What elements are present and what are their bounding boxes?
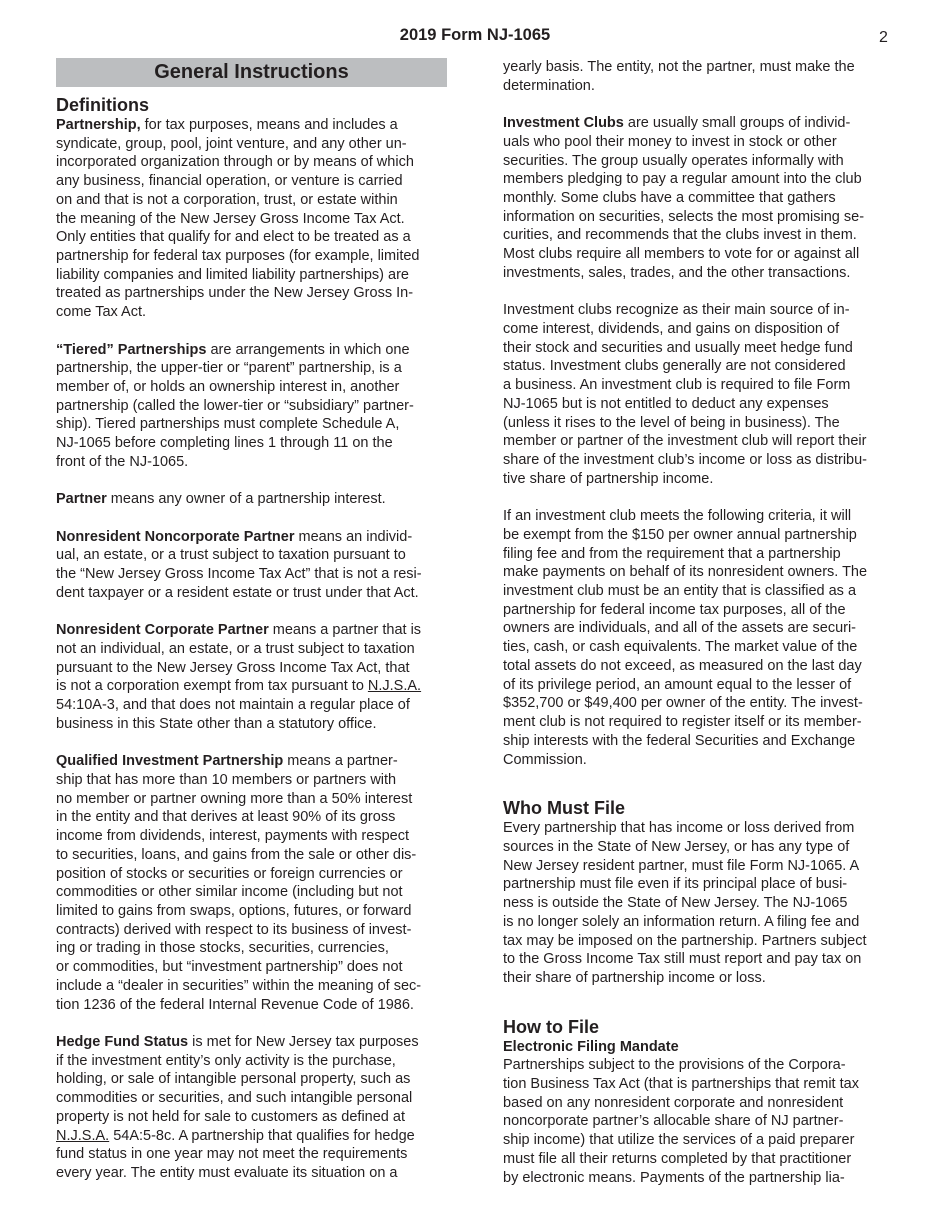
page-number: 2 — [879, 29, 888, 46]
right-column — [503, 58, 895, 1187]
term-nonresident-noncorporate-partner: Nonresident Noncorporate Partner — [56, 528, 295, 545]
page-header-title: 2019 Form NJ-1065 — [399, 26, 551, 44]
partnership-definition: Partnership, for tax purposes, means and includes a syndicate, group, pool, joint venture, and any other un- incorporated organization through or by means of which any business, financial operation, or venture is carried on and that is not a corporation, trust, or estate within the meaning of the New Jersey Gross Income Tax Act. Only entities that qualify for and elect to be treated as a partnership for federal tax purposes (for example, limited liability companies and limited liability partnerships) are treated as partnerships under the New Jersey Gross In- come Tax Act. — [56, 117, 420, 321]
term-partner: Partner — [56, 491, 107, 508]
investment-clubs-income-paragraph: Investment clubs recognize as their main source of in- come interest, dividends, and gains on disposition of their stock and securities and usually meet hedge fund status. Investment clubs generally are not considered a business. An investment club is required to file Form NJ-1065 but is not entitled to deduct any expenses (unless it rises to the level of being in business). The member or partner of the investment club will report their share of the investment club’s income or loss as distribu- tive share of partnership income. — [503, 302, 868, 487]
term-nonresident-corporate-partner: Nonresident Corporate Partner — [56, 622, 269, 639]
investment-clubs-definition: Investment Clubs are usually small groups of individ- uals who pool their money to invest in stock or other securities. The group usually operates informally with members pledging to pay a regular amount into the club monthly. Some clubs have a committee that gathers information on securities, selects the most promising se- curities, and recommends that the clubs invest in them. Most clubs require all members to vote for or against all investments, sales, trades, and the other transactions. — [503, 115, 865, 281]
qualified-investment-partnership-definition: Qualified Investment Partnership means a partner- ship that has more than 10 members or partners with no member or partner owning more than a 50% interest in the entity and that derives at least 90% of its gross income from dividends, interest, payments with respect to securities, loans, and gains from the sale or other dis- position of stocks or securities or foreign currencies or commodities or other similar income (including but not limited to gains from swaps, options, futures, or forward contracts) derived with respect to its business of invest- ing or trading in those stocks, securities, currencies, or commodities, but “investment partnership” does not include a “dealer in securities” within the meaning of sec- tion 1236 of the federal Internal Revenue Code of 1986. — [56, 753, 422, 1013]
term-hedge-fund-status: Hedge Fund Status — [56, 1034, 189, 1051]
njsa-reference: N.J.S.A. — [367, 678, 422, 695]
hedge-fund-continuation: yearly basis. The entity, not the partner, must make the determination. — [503, 59, 855, 94]
njsa-reference: N.J.S.A. — [56, 1127, 110, 1144]
term-investment-clubs: Investment Clubs — [503, 115, 624, 132]
investment-clubs-criteria-paragraph: If an investment club meets the following criteria, it will be exempt from the $150 per owner annual partnership filing fee and from the requirement that a partnership make payments on behalf of its nonresident owners. The investment club must be an entity that is classified as a partnership for federal income tax purposes, all of the owners are individuals, and all of the assets are securi- ties, cash, or cash equivalents. The market value of the total assets do not exceed, as measured on the last day of its privilege period, an amount equal to the lesser of $352,700 or $49,400 per owner of the entity. The invest- ment club is not required to register itself or its member- ship interests with the federal Securities and Exchange Commission. — [503, 508, 868, 768]
electronic-filing-paragraph: Partnerships subject to the provisions of the Corpora- tion Business Tax Act (that is partnerships that remit tax based on any nonresident corporate and nonresident noncorporate partner’s allocable share of NJ partner- ship income) that utilize the services of a paid preparer must file all their returns completed by that practitioner by electronic means. Payments of the partnership lia- — [503, 1057, 859, 1186]
who-must-file-paragraph: Every partnership that has income or loss derived from sources in the State of New Jersey, or has any type of New Jersey resident partner, must file Form NJ-1065. A partnership must file even if its principal place of busi- ness is outside the State of New Jersey. The NJ-1065 is no longer solely an information return. A filing fee and tax may be imposed on the partnership. Partners subject to the Gross Income Tax still must report and pay tax on their share of partnership income or loss. — [503, 820, 867, 986]
electronic-filing-mandate-subheading: Electronic Filing Mandate — [503, 1038, 679, 1055]
nonresident-noncorporate-partner-definition: Nonresident Noncorporate Partner means an individ- ual, an estate, or a trust subject to taxation pursuant to the “New Jersey Gross Income Tax Act” that is not a resi- dent taxpayer or a resident estate or trust under that Act. — [56, 528, 422, 601]
left-column — [56, 58, 447, 1183]
definitions-heading: Definitions — [56, 95, 149, 115]
term-partnership: Partnership, — [56, 117, 141, 133]
nonresident-corporate-partner-definition: Nonresident Corporate Partner means a partner that is not an individual, an estate, or a trust subject to taxation pursuant to the New Jersey Gross Income Tax Act, that is not a corporation exempt from tax pursuant to N.J.S.A. 54:10A-3, and that does not maintain a regular place of business in this State other than a statutory office. — [56, 622, 422, 732]
how-to-file-heading: How to File — [503, 1016, 599, 1037]
who-must-file-heading: Who Must File — [503, 798, 625, 819]
tiered-partnerships-definition: “Tiered” Partnerships are arrangements in which one partnership, the upper-tier or “parent” partnership, is a member of, or holds an ownership interest in, another partnership (called the lower-tier or “subsidiary” partner- ship). Tiered partnerships must complete Schedule A, NJ-1065 before completing lines 1 through 11 on the front of the NJ-1065. — [56, 341, 414, 470]
section-banner: General Instructions — [56, 58, 447, 87]
hedge-fund-status-definition: Hedge Fund Status is met for New Jersey tax purposes if the investment entity’s only activity is the purchase, holding, or sale of intangible personal property, such as commodities or securities, and such intangible personal property is not held for sale to customers as defined at N.J.S.A. 54A:5-8c. A partnership that qualifies for hedge fund status in one year may not meet the requirements every year. The entity must evaluate its situation on a — [56, 1034, 419, 1182]
term-qualified-investment-partnership: Qualified Investment Partnership — [56, 753, 284, 770]
term-tiered-partnerships: “Tiered” Partnerships — [56, 341, 207, 358]
partner-definition: Partner means any owner of a partnership interest. — [56, 491, 386, 508]
